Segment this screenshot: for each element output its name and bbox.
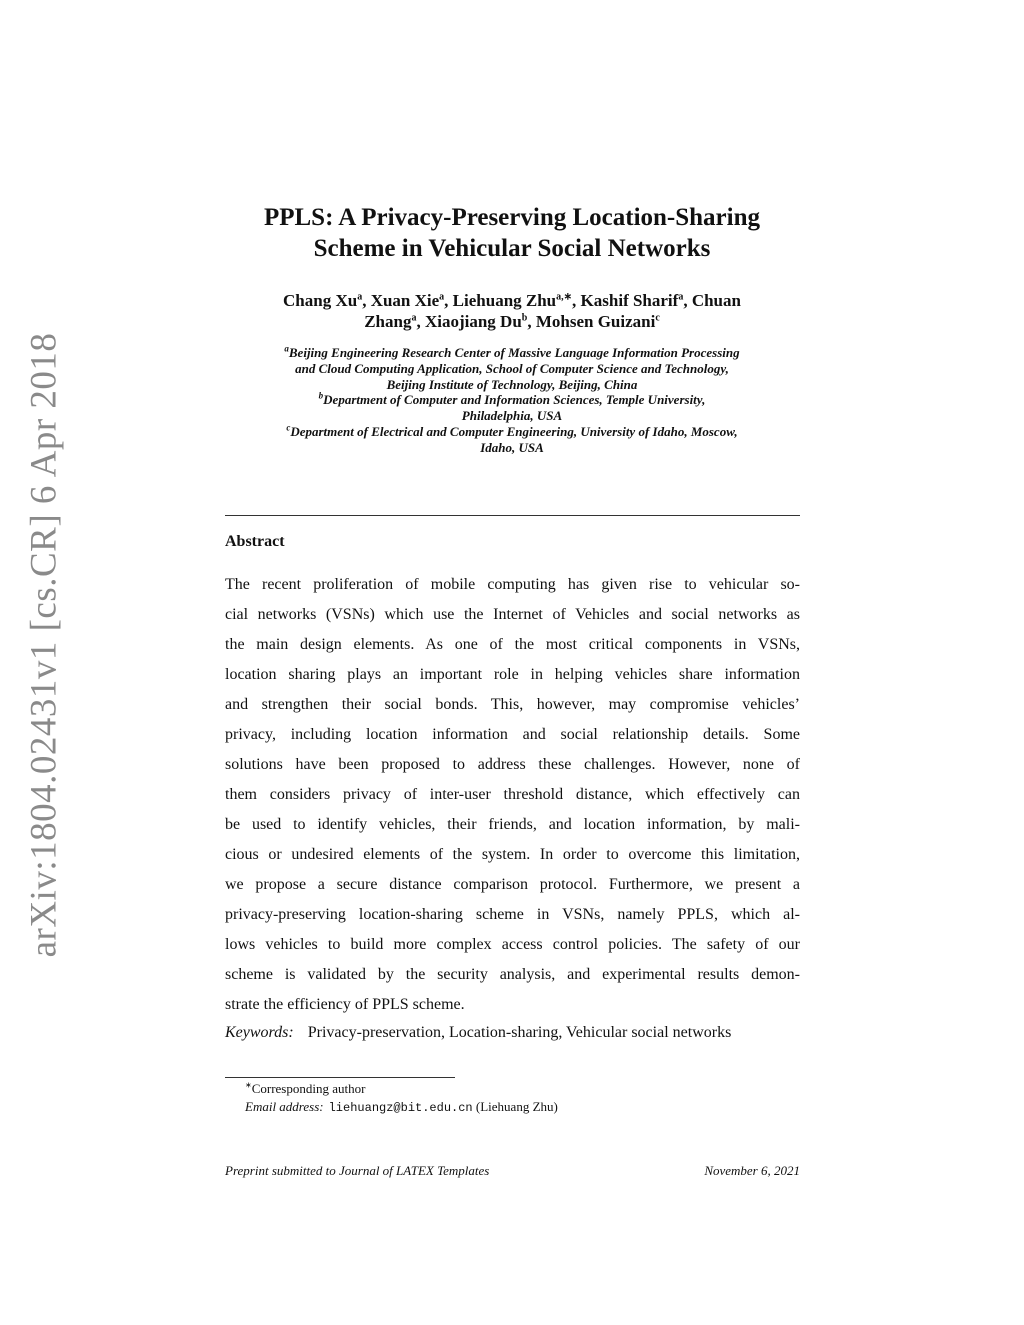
- abstract-line: we propose a secure distance comparison protocol. Furthermore, we present a: [225, 876, 800, 893]
- abstract-line: them considers privacy of inter-user threshold distance, which effectively can: [225, 786, 800, 803]
- arxiv-identifier-stamp: arXiv:1804.02431v1 [cs.CR] 6 Apr 2018: [23, 332, 65, 958]
- author-list: [225, 290, 799, 332]
- footnote: [245, 1080, 558, 1117]
- email-owner: (Liehuang Zhu): [475, 1099, 558, 1114]
- footnote-marker: ∗: [245, 1080, 252, 1090]
- author-name: , Liehuang Zhu: [444, 291, 557, 310]
- abstract-line: privacy-preserving location-sharing scheme in VSNs, namely PPLS, which al-: [225, 906, 800, 923]
- affiliations: [222, 345, 802, 456]
- affiliation-text: Beijing Engineering Research Center of Massive Language Information Processing: [288, 345, 740, 360]
- affiliation-marker: b: [318, 391, 324, 402]
- paper-title-line-1: PPLS: A Privacy-Preserving Location-Sharing: [263, 204, 761, 231]
- corresponding-author-text: Corresponding author: [251, 1081, 366, 1096]
- preprint-note: Preprint submitted to Journal of LATEX Templates: [225, 1163, 490, 1178]
- email-label: Email address:: [245, 1099, 324, 1114]
- abstract-line: cious or undesired elements of the system. In order to overcome this limitation,: [225, 846, 800, 863]
- author-affil-marker: a: [678, 291, 684, 303]
- affiliation-text: Department of Computer and Information Sciences, Temple University,: [323, 392, 706, 408]
- author-line-2: [225, 311, 799, 332]
- abstract-line: location sharing plays an important role in helping vehicles share information: [225, 666, 800, 683]
- author-affil-marker: a,∗: [556, 291, 573, 303]
- abstract-line: and strengthen their social bonds. This, however, may compromise vehicles’: [225, 696, 800, 713]
- keywords-label: Keywords:: [225, 1024, 294, 1041]
- keywords: [225, 1022, 800, 1044]
- keywords-text: Privacy-preservation, Location-sharing, Vehicular social networks: [307, 1024, 732, 1041]
- author-affil-marker: b: [521, 312, 528, 324]
- email-note: [245, 1098, 558, 1117]
- abstract-line: scheme is validated by the security analysis, and experimental results demon-: [225, 966, 800, 983]
- abstract-line: strate the efficiency of PPLS scheme.: [225, 996, 465, 1013]
- affiliation-b-line-2: Philadelphia, USA: [461, 408, 563, 424]
- abstract-line: The recent proliferation of mobile computing has given rise to vehicular so-: [225, 576, 800, 593]
- author-affil-marker: a: [439, 291, 445, 303]
- abstract-line: cial networks (VSNs) which use the Internet of Vehicles and social networks as: [225, 606, 800, 623]
- author-affil-marker: a: [411, 312, 417, 324]
- author-affil-marker: c: [655, 312, 660, 324]
- paper-title-line-2: Scheme in Vehicular Social Networks: [313, 235, 711, 262]
- affiliation-a-line-3: Beijing Institute of Technology, Beijing, China: [386, 376, 638, 392]
- corresponding-author-note: [245, 1080, 558, 1098]
- abstract-top-rule: [225, 515, 800, 516]
- affiliation-a-line-2: and Cloud Computing Application, School of Computer Science and Technology,: [295, 360, 729, 376]
- author-line-1: [225, 290, 799, 311]
- abstract-heading: Abstract: [225, 533, 285, 550]
- abstract-line: privacy, including location information and social relationship details. Some: [225, 726, 800, 743]
- author-name: , Xiaojiang Du: [416, 312, 522, 331]
- affiliation-marker: a: [284, 343, 289, 354]
- author-name: , Kashif Sharif: [572, 291, 679, 310]
- affiliation-marker: c: [286, 422, 291, 433]
- abstract-line: lows vehicles to build more complex access control policies. The safety of our: [225, 936, 800, 953]
- affiliation-a-line-1: [222, 345, 802, 361]
- affiliation-c-line-1: [222, 424, 802, 440]
- author-name: Chang Xu: [283, 291, 358, 310]
- footnote-rule: [225, 1077, 455, 1078]
- author-name: , Xuan Xie: [362, 291, 440, 310]
- affiliation-c-line-2: Idaho, USA: [480, 439, 544, 455]
- author-name: Zhang: [364, 312, 412, 331]
- preprint-date: November 6, 2021: [704, 1163, 800, 1178]
- abstract-line: solutions have been proposed to address these challenges. However, none of: [225, 756, 800, 773]
- author-affil-marker: a: [357, 291, 363, 303]
- author-name: , Mohsen Guizani: [527, 312, 656, 331]
- author-name: , Chuan: [683, 291, 741, 310]
- email-address-link[interactable]: liehuangz@bit.edu.cn: [328, 1101, 473, 1115]
- affiliation-b-line-1: [222, 392, 802, 408]
- abstract-body: [225, 570, 800, 1020]
- abstract-line: be used to identify vehicles, their friends, and location information, by mali-: [225, 816, 800, 833]
- affiliation-text: Department of Electrical and Computer Engineering, University of Idaho, Moscow,: [290, 423, 738, 439]
- paper-title: [200, 202, 824, 264]
- abstract-line: the main design elements. As one of the most critical components in VSNs,: [225, 636, 800, 653]
